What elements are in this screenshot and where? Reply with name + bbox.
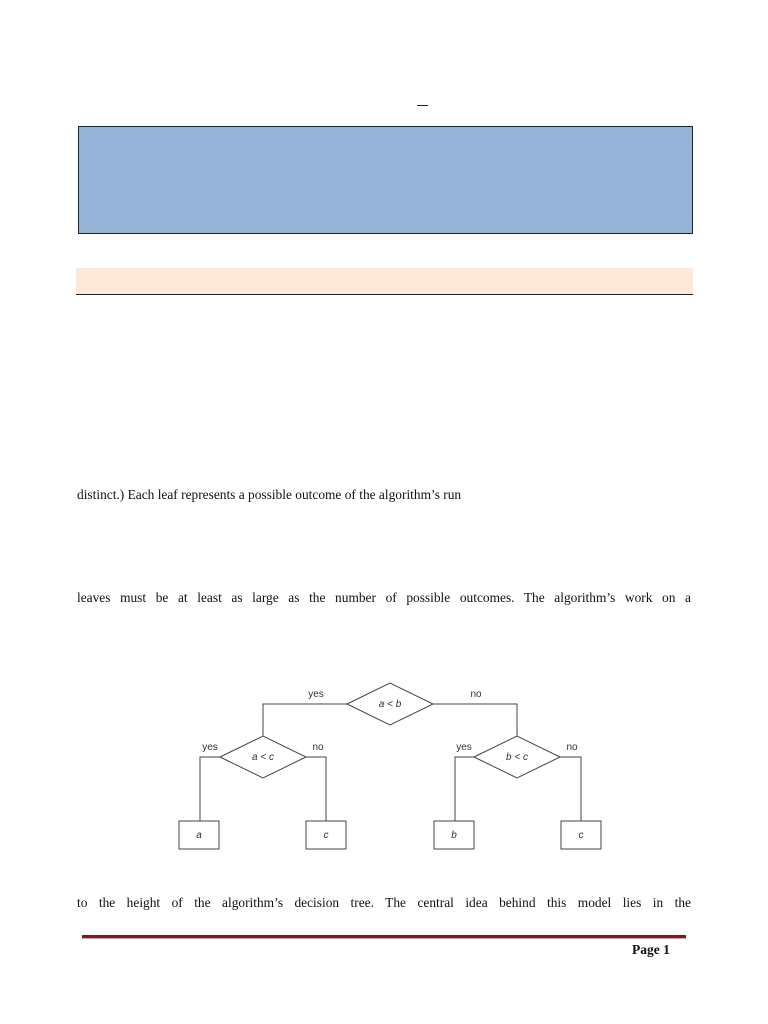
right-yes-edge [455,757,474,821]
footer-rule [82,935,686,939]
section-heading-bar [76,268,693,295]
leaf-label: c [323,830,329,841]
left-no-label: no [312,742,324,753]
right-yes-label: yes [456,742,472,753]
root-condition: a < b [378,699,402,710]
right-condition: b < c [506,752,528,763]
root-no-edge [433,704,517,736]
left-condition: a < c [252,752,274,763]
leaf-label: a [196,830,202,841]
left-yes-label: yes [202,742,218,753]
leaf-label: b [451,830,457,841]
right-no-edge [560,757,581,821]
body-line-3: to the height of the algorithm’s decision tree. The central idea behind this model lies in the [77,895,691,910]
left-no-edge [306,757,326,821]
title-box [78,126,693,234]
root-yes-edge [263,704,347,736]
body-line-2: leaves must be at least as large as the number of possible outcomes. The algorithm’s work on a [77,590,691,605]
right-no-label: no [566,742,578,753]
leaf-label: c [578,830,584,841]
page-number: Page 1 [632,942,670,957]
body-line-1: distinct.) Each leaf represents a possible outcome of the algorithm’s run [77,487,462,502]
decision-tree-figure [176,678,606,854]
header-dash [417,105,428,106]
left-yes-edge [200,757,220,821]
root-yes-label: yes [308,689,324,700]
root-no-label: no [470,689,482,700]
